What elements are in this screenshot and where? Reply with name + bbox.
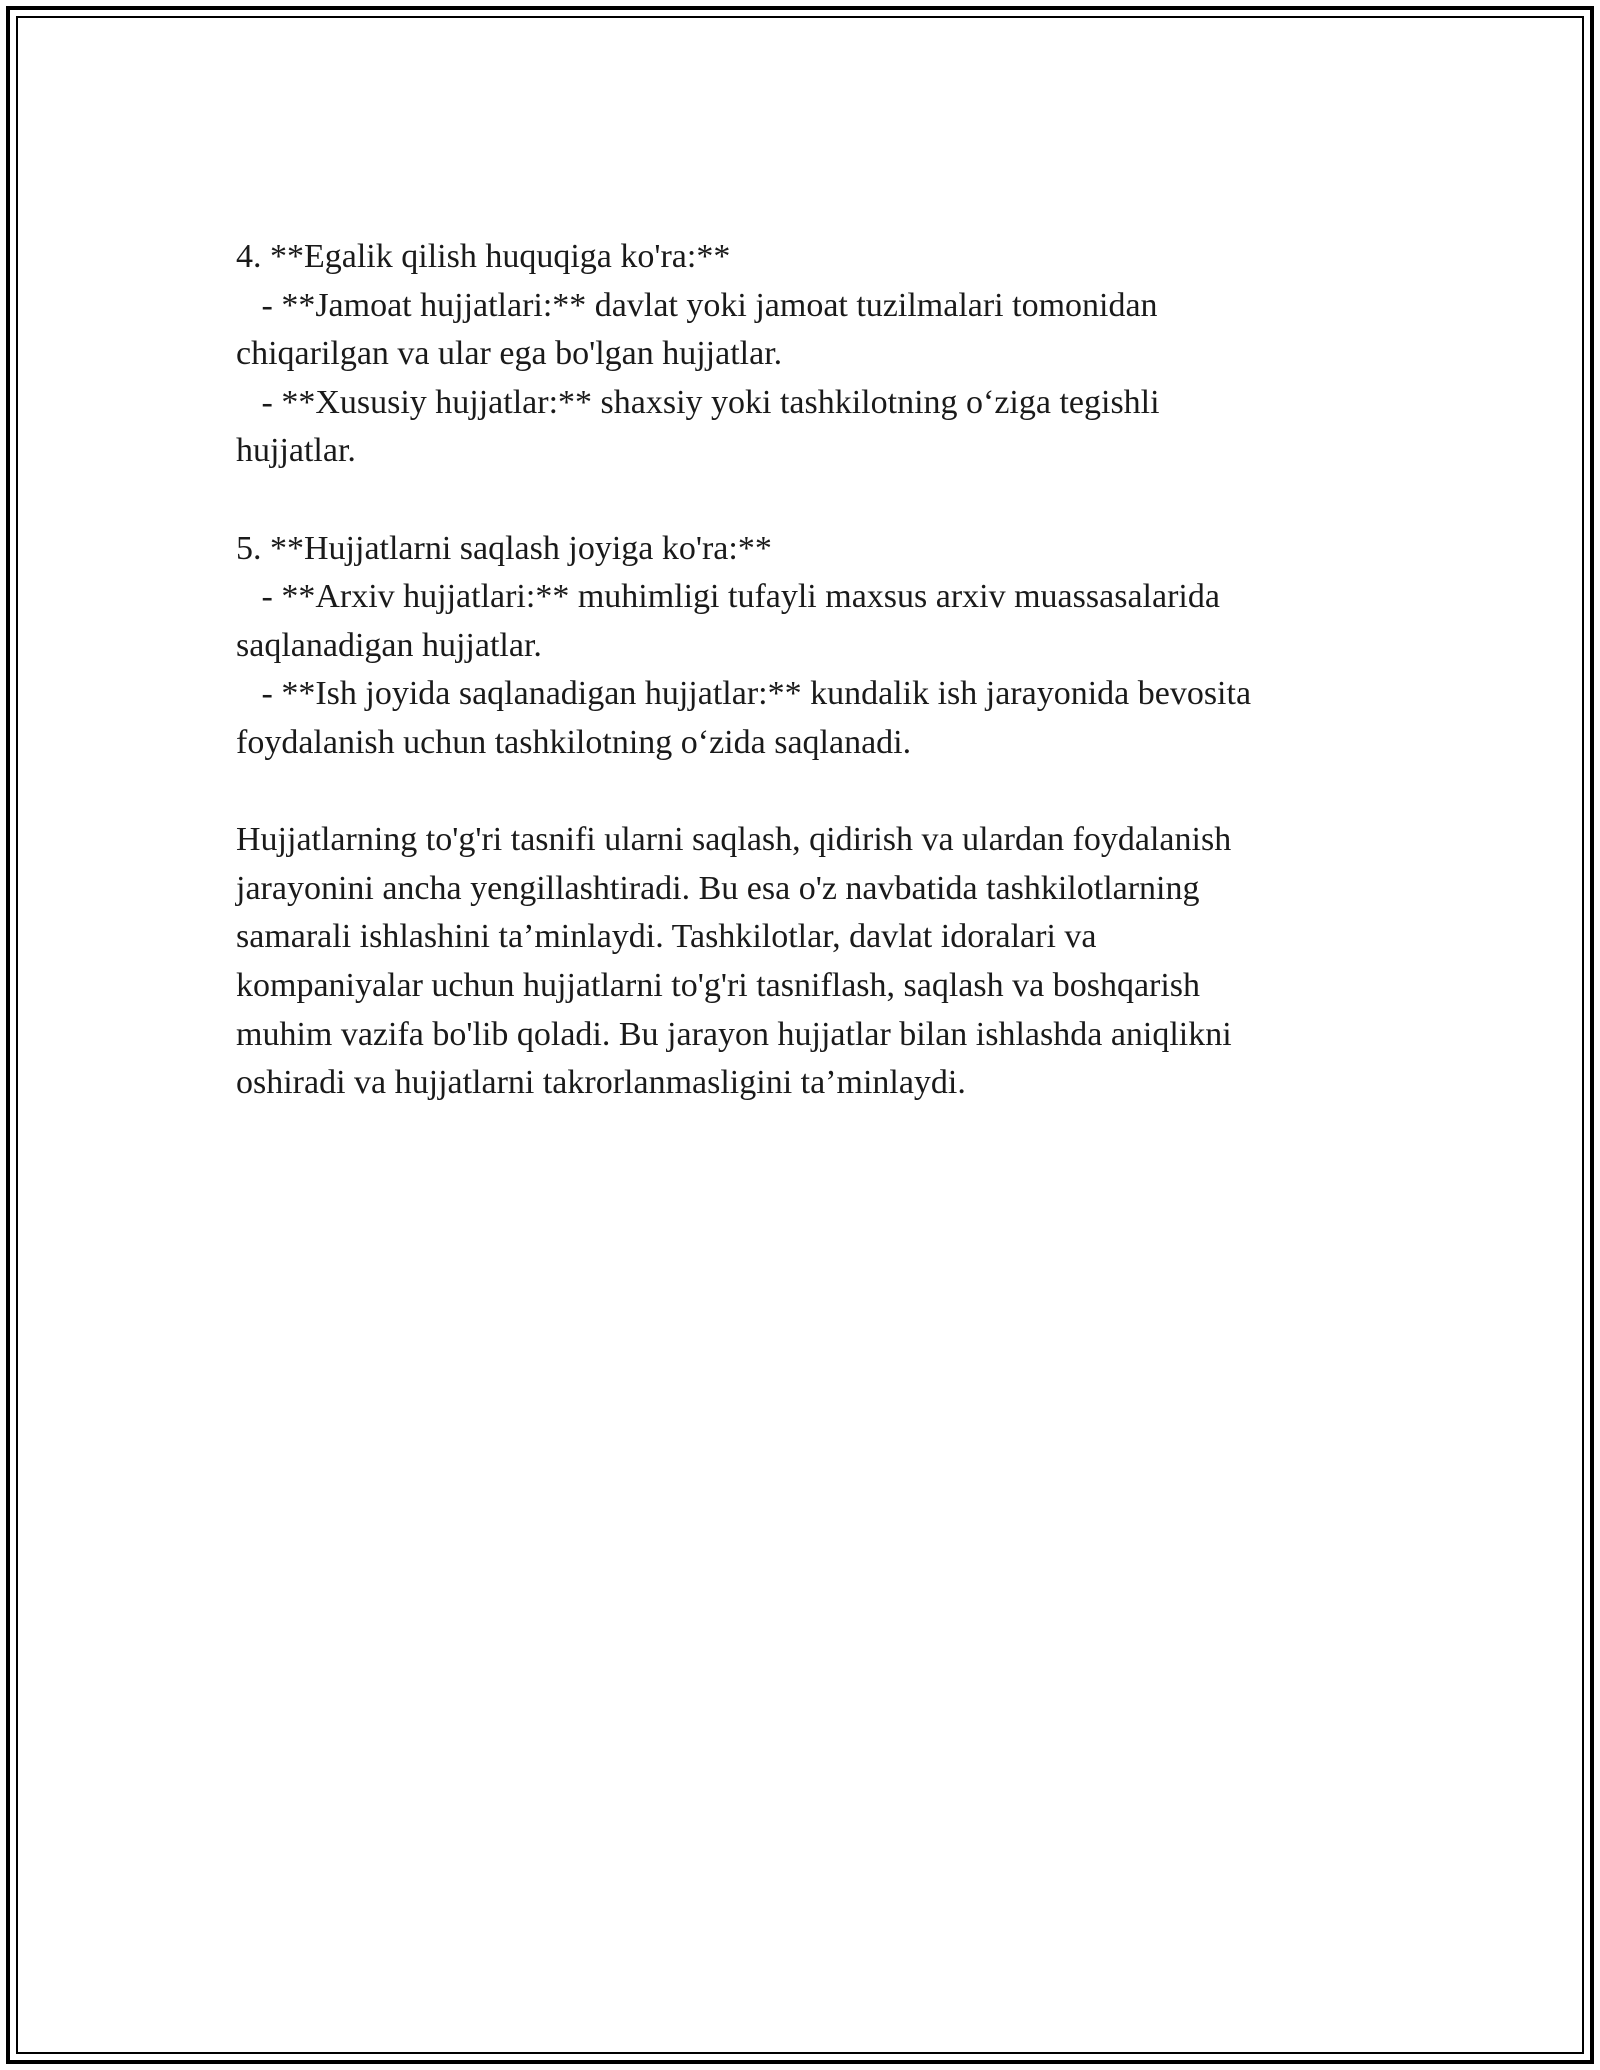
conclusion-line-2: jarayonini ancha yengillashtiradi. Bu esa o'z navbatida tashkilotlarning (236, 869, 1200, 907)
conclusion-line-3: samarali ishlashini ta’minlaydi. Tashkilotlar, davlat idoralari va (236, 918, 1097, 956)
section-4-item-1: - **Jamoat hujjatlari:** davlat yoki jamoat tuzilmalari tomonidan (236, 286, 1158, 324)
section-5-item-2: - **Ish joyida saqlanadigan hujjatlar:** kundalik ish jarayonida bevosita (236, 675, 1252, 713)
conclusion-line-1: Hujjatlarning to'g'ri tasnifi ularni saqlash, qidirish va ulardan foydalanish (236, 821, 1232, 859)
section-5-item-1-cont: saqlanadigan hujjatlar. (236, 626, 542, 664)
document-body (236, 233, 1386, 1108)
section-4-item-1-cont: chiqarilgan va ular ega bo'lgan hujjatlar. (236, 335, 783, 373)
section-5-item-1: - **Arxiv hujjatlari:** muhimligi tufayli maxsus arxiv muassasalarida (236, 578, 1220, 616)
section-5-item-2-cont: foydalanish uchun tashkilotning o‘zida saqlanadi. (236, 723, 912, 761)
section-4-item-2: - **Xususiy hujjatlar:** shaxsiy yoki tashkilotning o‘ziga tegishli (236, 383, 1160, 421)
conclusion-line-6: oshiradi va hujjatlarni takrorlanmasligini ta’minlaydi. (236, 1064, 966, 1102)
conclusion-line-4: kompaniyalar uchun hujjatlarni to'g'ri tasniflash, saqlash va boshqarish (236, 966, 1201, 1004)
conclusion-line-5: muhim vazifa bo'lib qoladi. Bu jarayon hujjatlar bilan ishlashda aniqlikni (236, 1015, 1232, 1053)
blank-line (236, 476, 1386, 525)
section-5-heading: 5. **Hujjatlarni saqlash joyiga ko'ra:** (236, 529, 772, 567)
blank-line (236, 768, 1386, 817)
section-4-item-2-cont: hujjatlar. (236, 432, 356, 470)
section-4-heading: 4. **Egalik qilish huquqiga ko'ra:** (236, 238, 731, 275)
